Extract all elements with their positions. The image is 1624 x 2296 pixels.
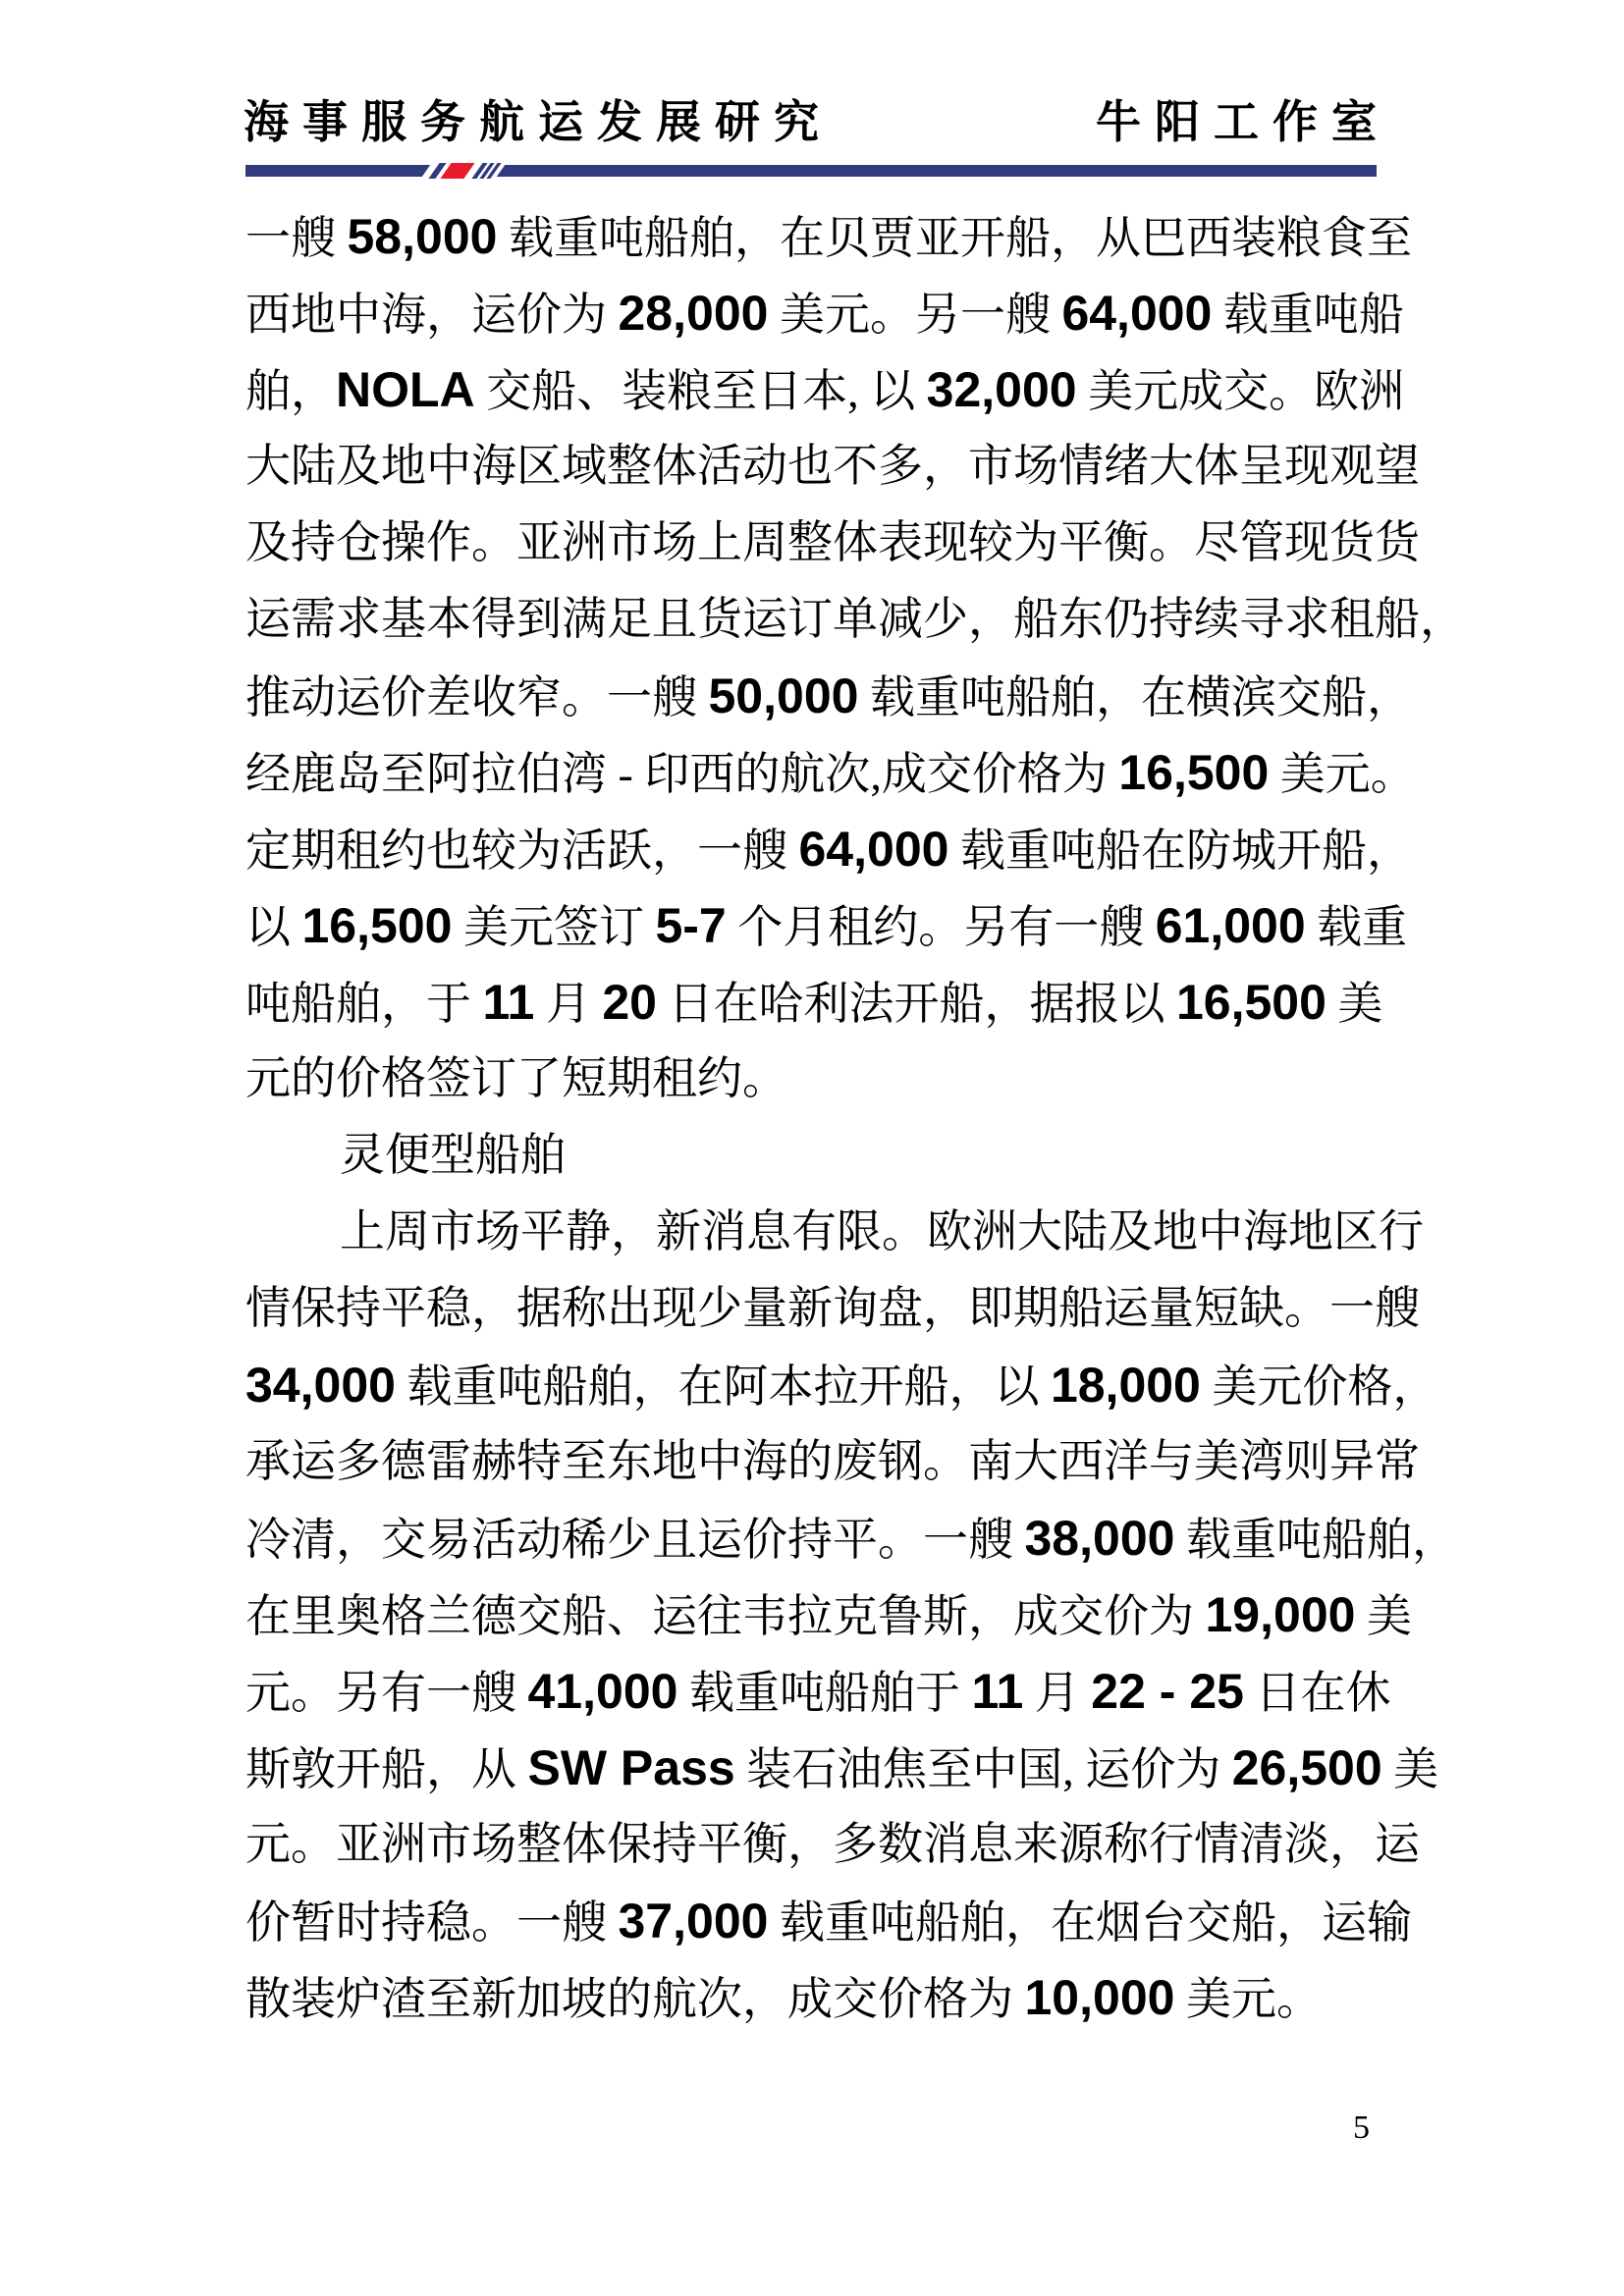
latin-text: 18,000 [1050,1358,1201,1413]
latin-text: 41,000 [527,1664,678,1719]
latin-text: 32,000 [926,362,1077,417]
latin-text: 38,000 [1024,1511,1175,1566]
latin-text: 37,000 [618,1894,769,1949]
text-line: 价暂时持稳。一艘 37,000 载重吨船舶，在烟台交船，运输 [245,1894,1412,1949]
text-line: 推动运价差收窄。一艘 50,000 载重吨船舶，在横滨交船， [245,668,1412,723]
latin-text: 64,000 [1061,286,1213,341]
text-line: 元的价格签订了短期租约。 [245,1053,787,1103]
text-line: 舶，NOLA 交船、装粮至日本, 以 32,000 美元成交。欧洲 [245,362,1405,417]
text-line: 承运多德雷赫特至东地中海的废钢。南大西洋与美湾则异常 [245,1436,1420,1486]
latin-text: 22 - 25 [1091,1664,1244,1719]
latin-text: 10,000 [1024,1970,1175,2025]
text-line: 散装炉渣至新加坡的航次，成交价格为 10,000 美元。 [245,1970,1322,2025]
latin-text: NOLA [336,362,475,417]
text-line: 元。另有一艘 41,000 载重吨船舶于 11 月 22 - 25 日在休 [245,1664,1391,1719]
latin-text: 5-7 [655,898,727,953]
latin-text: 58,000 [347,209,498,264]
latin-text: 16,500 [301,898,453,953]
latin-text: 11 [971,1664,1024,1719]
header-divider [245,165,1377,177]
latin-text: 11 [482,975,535,1030]
latin-text: 61,000 [1155,898,1306,953]
divider-bar [245,165,1377,177]
text-line: 运需求基本得到满足且货运订单减少，船东仍持续寻求租船， [245,594,1465,644]
text-line: 冷清，交易活动稀少且运价持平。一艘 38,000 载重吨船舶， [245,1511,1457,1566]
latin-text: 28,000 [618,286,769,341]
header-title-left: 海事服务航运发展研究 [244,96,833,147]
page-number: 5 [1353,2109,1370,2146]
text-line: 情保持平稳，据称出现少量新询盘，即期船运量短缺。一艘 [245,1283,1420,1333]
text-line: 元。亚洲市场整体保持平衡，多数消息来源称行情清淡，运 [245,1819,1420,1869]
text-line: 34,000 载重吨船舶，在阿本拉开船，以 18,000 美元价格， [245,1358,1438,1413]
latin-text: 20 [602,975,657,1030]
text-line: 在里奥格兰德交船、运往韦拉克鲁斯，成交价为 19,000 美 [245,1587,1412,1642]
latin-text: 19,000 [1205,1587,1356,1642]
latin-text: 16,500 [1175,975,1326,1030]
header-title-right: 牛阳工作室 [1096,96,1390,147]
latin-text: 16,500 [1118,745,1270,800]
latin-text: 34,000 [245,1358,396,1413]
latin-text: 26,500 [1231,1740,1382,1795]
text-line: 灵便型船舶 [340,1130,566,1180]
latin-text: 50,000 [708,668,859,723]
text-line: 一艘 58,000 载重吨船舶，在贝贾亚开船，从巴西装粮食至 [245,209,1412,264]
latin-text: SW Pass [527,1740,735,1795]
text-line: 定期租约也较为活跃，一艘 64,000 载重吨船在防城开船， [245,822,1412,877]
text-line: 及持仓操作。亚洲市场上周整体表现较为平衡。尽管现货货 [245,517,1420,567]
body-text [245,198,1465,2036]
text-line: 西地中海，运价为 28,000 美元。另一艘 64,000 载重吨船 [245,286,1404,341]
text-line: 斯敦开船，从 SW Pass 装石油焦至中国, 运价为 26,500 美 [245,1740,1439,1795]
text-line: 上周市场平静，新消息有限。欧洲大陆及地中海地区行 [340,1206,1424,1256]
latin-text: 64,000 [798,822,949,877]
text-line: 大陆及地中海区域整体活动也不多，市场情绪大体呈现观望 [245,441,1420,491]
text-line: 经鹿岛至阿拉伯湾 - 印西的航次,成交价格为 16,500 美元。 [245,745,1416,800]
text-line: 吨船舶，于 11 月 20 日在哈利法开船，据报以 16,500 美 [245,975,1383,1030]
text-line: 以 16,500 美元签订 5-7 个月租约。另有一艘 61,000 载重 [245,898,1408,953]
